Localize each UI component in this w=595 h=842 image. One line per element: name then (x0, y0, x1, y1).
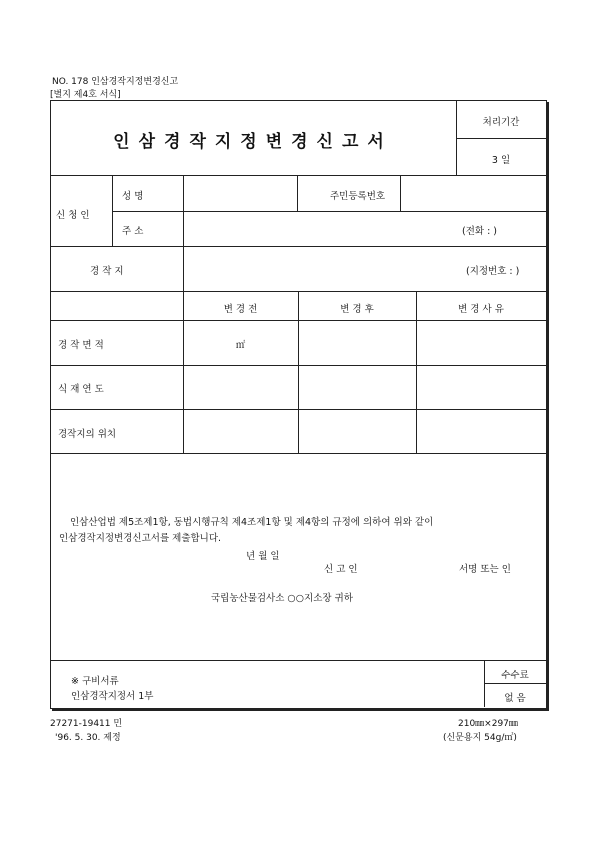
column-after: 변 경 후 (340, 304, 374, 315)
column-reason: 변 경 사 유 (458, 304, 504, 315)
fee-value: 없 음 (504, 693, 526, 704)
recipient: 국립농산물검사소 ○○지소장 귀하 (211, 593, 353, 604)
applicant-sign-label: 신 고 인 (324, 564, 358, 575)
location-before-field[interactable] (184, 410, 297, 452)
area-unit: ㎡ (235, 340, 246, 351)
date-line: 년 월 일 (246, 551, 280, 562)
paper-type: (신문용지 54g/㎡) (443, 733, 517, 743)
year-before-field[interactable] (184, 366, 297, 408)
area-after-field[interactable] (299, 321, 415, 364)
fee-label: 수수료 (501, 670, 529, 681)
processing-period-label: 처리기간 (482, 117, 520, 128)
statement-line-1: 인삼산업법 제5조제1항, 동법시행규칙 제4조제1항 및 제4항의 규정에 의하여 위와 같이 (70, 517, 434, 528)
attachment-label: [별지 제4호 서식] (50, 90, 121, 100)
signature-label: 서명 또는 인 (459, 564, 511, 575)
row-label-area: 경 작 면 적 (58, 340, 104, 351)
phone-label: (전화 : ) (462, 226, 498, 237)
row-label-location: 경작지의 위치 (58, 429, 117, 440)
farm-land-label: 경 작 지 (90, 266, 124, 277)
farm-land-field[interactable] (184, 247, 454, 290)
form-title: 인삼경작지정변경신고서 (113, 132, 393, 152)
required-docs-title: ※ 구비서류 (71, 676, 119, 687)
column-before: 변 경 전 (223, 304, 258, 315)
address-label: 주 소 (122, 226, 144, 237)
row-label-planting-year: 식 재 연 도 (58, 384, 104, 395)
year-after-field[interactable] (299, 366, 415, 408)
area-reason-field[interactable] (417, 321, 545, 364)
location-after-field[interactable] (299, 410, 415, 452)
address-field[interactable] (184, 212, 464, 245)
form-number: NO. 178 인삼경작지정변경신고 (52, 77, 179, 87)
form-code: 27271-19411 민 (50, 719, 123, 729)
enacted-date: '96. 5. 30. 제정 (55, 733, 121, 743)
name-label: 성 명 (122, 191, 144, 202)
name-field[interactable] (184, 176, 296, 210)
processing-period-value: 3 일 (491, 155, 511, 166)
resident-no-field[interactable] (401, 176, 545, 210)
designation-no-label: (지정번호 : ) (466, 266, 520, 277)
resident-no-label: 주민등록번호 (330, 191, 386, 202)
statement-line-2: 인삼경작지정변경신고서를 제출합니다. (59, 533, 222, 544)
applicant-label: 신 청 인 (56, 210, 90, 221)
location-reason-field[interactable] (417, 410, 545, 452)
year-reason-field[interactable] (417, 366, 545, 408)
required-docs-item: 인삼경작지정서 1부 (71, 691, 154, 702)
paper-size: 210㎜×297㎜ (458, 719, 518, 729)
